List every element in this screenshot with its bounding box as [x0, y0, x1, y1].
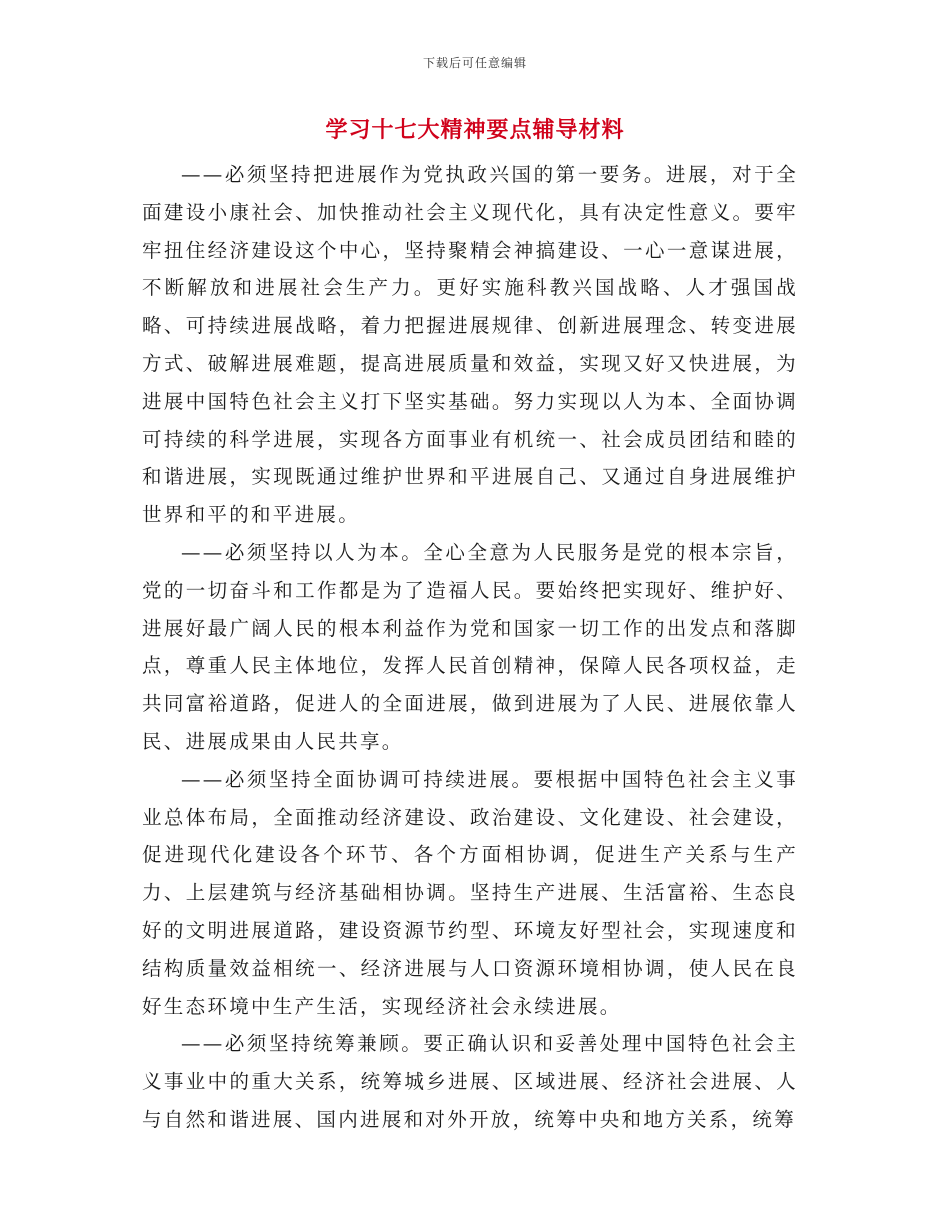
- paragraph: ——必须坚持统筹兼顾。要正确认识和妥善处理中国特色社会主义事业中的重大关系，统筹城乡进展、区域进展、经济社会进展、人与自然和谐进展、国内进展和对外开放，统筹中央和地方关系，统筹: [142, 1032, 798, 1131]
- paragraph: ——必须坚持以人为本。全心全意为人民服务是党的根本宗旨，党的一切奋斗和工作都是为了造福人民。要始终把实现好、维护好、进展好最广阔人民的根本利益作为党和国家一切工作的出发点和落脚点，尊重人民主体地位，发挥人民首创精神，保障人民各项权益，走共同富裕道路，促进人的全面进展，做到进展为了人民、进展依靠人民、进展成果由人民共享。: [142, 540, 798, 753]
- paragraph: ——必须坚持把进展作为党执政兴国的第一要务。进展，对于全面建设小康社会、加快推动社会主义现代化，具有决定性意义。要牢牢扭住经济建设这个中心，坚持聚精会神搞建设、一心一意谋进展，不断解放和进展社会生产力。更好实施科教兴国战略、人才强国战略、可持续进展战略，着力把握进展规律、创新进展理念、转变进展方式、破解进展难题，提高进展质量和效益，实现又好又快进展，为进展中国特色社会主义打下坚实基础。努力实现以人为本、全面协调可持续的科学进展，实现各方面事业有机统一、社会成员团结和睦的和谐进展，实现既通过维护世界和平进展自己、又通过自身进展维护世界和平的和平进展。: [142, 163, 798, 527]
- page-header-note: 下载后可任意编辑: [422, 56, 527, 70]
- paragraph: ——必须坚持全面协调可持续进展。要根据中国特色社会主义事业总体布局，全面推动经济建设、政治建设、文化建设、社会建设，促进现代化建设各个环节、各个方面相协调，促进生产关系与生产力、上层建筑与经济基础相协调。坚持生产进展、生活富裕、生态良好的文明进展道路，建设资源节约型、环境友好型社会，实现速度和结构质量效益相统一、经济进展与人口资源环境相协调，使人民在良好生态环境中生产生活，实现经济社会永续进展。: [142, 767, 798, 1018]
- document-body: [142, 156, 798, 1139]
- document-title: 学习十七大精神要点辅导材料: [325, 118, 625, 143]
